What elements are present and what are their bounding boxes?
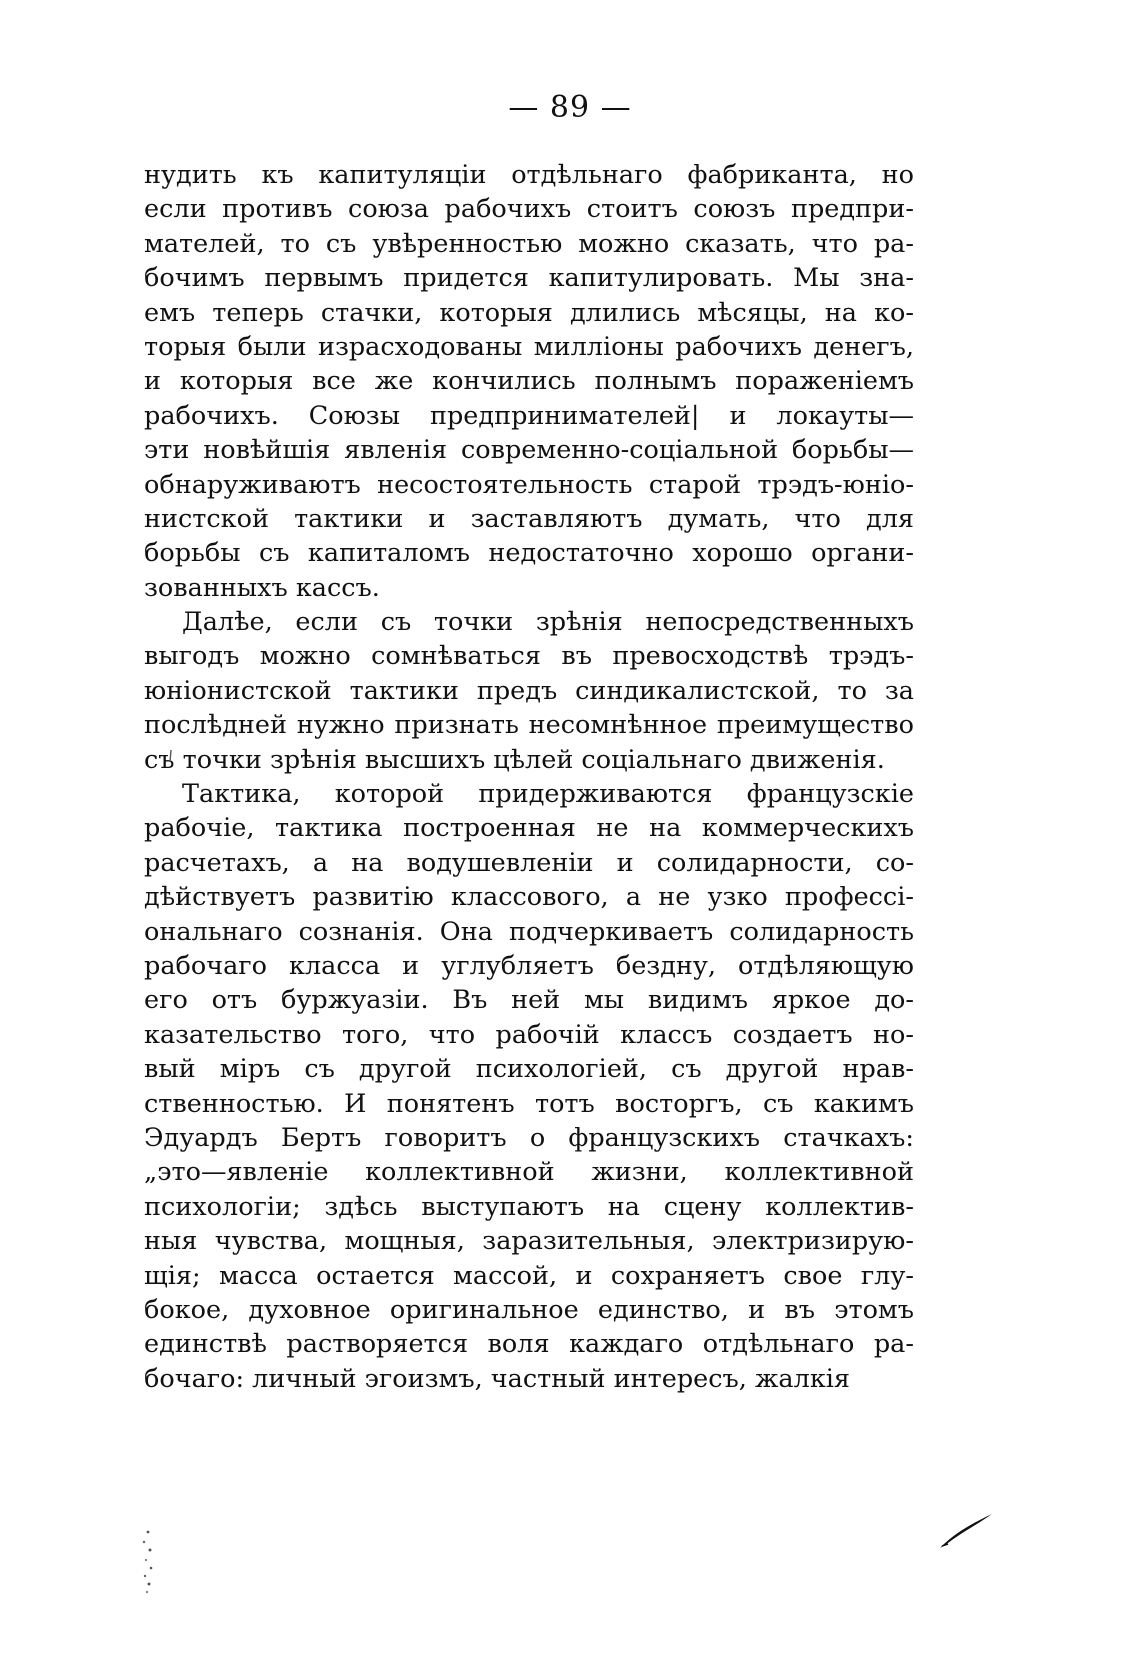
text-line: обнаруживаютъ несостоятельность старой трэдъ-юніо-	[144, 469, 914, 500]
text-line: единствѣ растворяется воля каждаго отдѣльнаго ра-	[144, 1329, 914, 1360]
text-line: съ точки зрѣнія высшихъ цѣлей соціальнаго движенія.	[144, 744, 885, 775]
text-line: послѣдней нужно признать несомнѣнное преимущество	[144, 710, 914, 741]
text-line: Тактика, которой придерживаются французскіе	[182, 779, 914, 810]
text-line: рабочіе, тактика построенная не на коммерческихъ	[144, 813, 914, 844]
text-line: ственностью. И понятенъ тотъ восторгъ, съ какимъ	[144, 1088, 914, 1119]
text-line: емъ теперь стачки, которыя длились мѣсяцы, на ко-	[144, 297, 914, 328]
text-line: Далѣе, если съ точки зрѣнія непосредственныхъ	[182, 607, 914, 638]
text-line: юніонистской тактики предъ синдикалистской, то за	[144, 675, 914, 706]
text-line: эти новѣйшія явленія современно-соціальной борьбы—	[144, 435, 914, 466]
text-line: ныя чувства, мощныя, заразительныя, электризирую-	[144, 1226, 914, 1257]
text-line: психологіи; здѣсь выступаютъ на сцену коллектив-	[144, 1191, 914, 1222]
text-line: бокое, духовное оригинальное единство, и въ этомъ	[144, 1294, 914, 1325]
text-line: его отъ буржуазіи. Въ ней мы видимъ яркое до-	[144, 985, 914, 1016]
text-line: зованныхъ кассъ.	[144, 572, 380, 603]
text-line: Эдуардъ Бертъ говоритъ о французскихъ стачкахъ:	[144, 1122, 914, 1153]
text-line: бочимъ первымъ придется капитулировать. Мы зна-	[144, 263, 914, 294]
text-line: дѣйствуетъ развитію классового, а не узко профессі-	[144, 882, 914, 913]
text-line: бочаго: личный эгоизмъ, частный интересъ, жалкія	[144, 1363, 850, 1394]
text-line: нудить къ капитуляціи отдѣльнаго фабриканта, но	[144, 160, 914, 190]
pen-stroke-mark	[938, 1510, 994, 1550]
scan-dots-mark	[136, 1526, 160, 1596]
page-number: — 89 —	[508, 90, 632, 125]
text-line: казательство того, что рабочій классъ создаетъ но-	[144, 1019, 914, 1050]
text-line: „это—явленіе коллективной жизни, коллективной	[144, 1157, 914, 1188]
text-line: рабочихъ. Союзы предпринимателей| и локауты—	[144, 400, 914, 431]
body-text	[144, 158, 914, 1396]
text-line: торыя были израсходованы милліоны рабочихъ денегъ,	[144, 331, 914, 362]
text-line: борьбы съ капиталомъ недостаточно хорошо органи-	[144, 538, 914, 569]
text-line: щія; масса остается массой, и сохраняетъ свое глу-	[144, 1260, 914, 1291]
text-line: рабочаго класса и углубляетъ бездну, отдѣляющую	[144, 950, 914, 981]
text-line: ональнаго сознанія. Она подчеркиваетъ солидарность	[144, 916, 914, 947]
text-line: мателей, то съ увѣренностью можно сказать, что ра-	[144, 228, 914, 259]
text-line: если противъ союза рабочихъ стоитъ союзъ предпри-	[144, 194, 914, 225]
text-line: вый міръ съ другой психологіей, съ другой нрав-	[144, 1054, 914, 1085]
text-line: и которыя все же кончились полнымъ пораженіемъ	[144, 366, 914, 397]
scan-tick-mark	[168, 750, 174, 762]
text-line: расчетахъ, а на водушевленіи и солидарности, со-	[144, 847, 914, 878]
text-line: нистской тактики и заставляютъ думать, что для	[144, 503, 914, 534]
text-line: выгодъ можно сомнѣваться въ превосходствѣ трэдъ-	[144, 641, 914, 672]
